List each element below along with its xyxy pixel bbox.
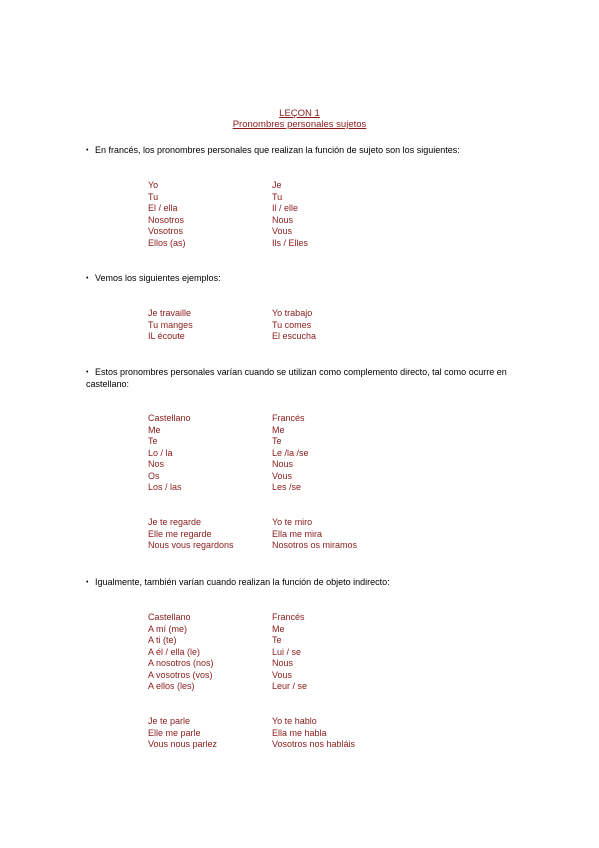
section-1-intro: • En francés, los pronombres personales que realizan la función de sujeto son los siguientes:	[86, 145, 460, 155]
section-3-spanish-column: Castellano Me Te Lo / la Nos Os Los / las	[148, 413, 191, 492]
section-1-french-column: Je Tu Il / elle Nous Vous Ils / Elles	[272, 180, 309, 248]
section-2-spanish-translations: Yo trabajo Tu comes El escucha	[272, 308, 317, 341]
section-4-spanish-column: Castellano A mí (me) A ti (te) A él / ella (le) A nosotros (nos) A vosotros (vos) A ellos (les)	[148, 612, 214, 691]
section-2-french-examples: Je travaille Tu manges IL écoute	[148, 308, 193, 341]
page-title: LEÇON 1	[279, 108, 320, 119]
bullet-icon: •	[86, 275, 89, 282]
page-subtitle: Pronombres personales sujetos	[232, 119, 367, 130]
section-3-spanish-translations: Yo te miro Ella me mira Nosotros os miramos	[272, 517, 358, 550]
bullet-icon: •	[86, 579, 89, 586]
section-4-spanish-translations: Yo te hablo Ella me habla Vosotros nos habláis	[272, 716, 356, 749]
section-3-french-column: Francés Me Te Le /la /se Nous Vous Les /se	[272, 413, 309, 492]
section-4-intro: • Igualmente, también varían cuando realizan la función de objeto indirecto:	[86, 577, 390, 587]
bullet-icon: •	[86, 147, 89, 154]
section-4-french-column: Francés Me Te Lui / se Nous Vous Leur / se	[272, 612, 308, 691]
section-3-french-examples: Je te regarde Elle me regarde Nous vous regardons	[148, 517, 234, 550]
section-2-intro: • Vemos los siguientes ejemplos:	[86, 273, 221, 283]
bullet-icon: •	[86, 369, 89, 376]
section-4-french-examples: Je te parle Elle me parle Vous nous parlez	[148, 716, 218, 749]
section-3-intro: • Estos pronombres personales varían cuando se utilizan como complemento directo, tal como ocurre en castellano:	[86, 367, 507, 389]
section-1-spanish-column: Yo Tu El / ella Nosotros Vosotros Ellos (as)	[148, 180, 186, 248]
